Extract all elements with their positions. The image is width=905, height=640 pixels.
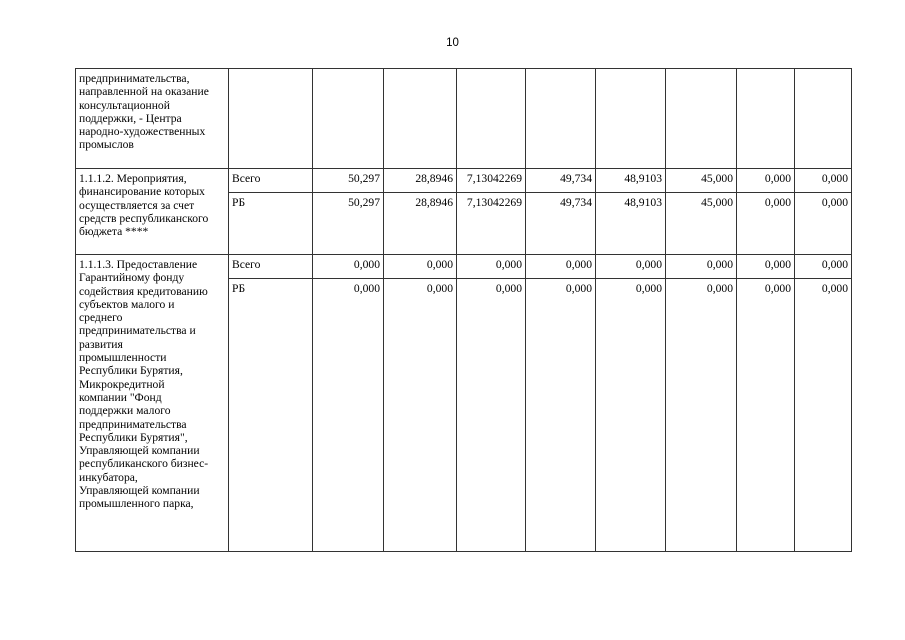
value-cell: 0,000 <box>313 279 384 552</box>
activity-name-line: средств республиканского <box>79 211 209 225</box>
funding-source-cell: Всего <box>229 255 313 279</box>
value-cell <box>526 69 596 169</box>
activity-name-line: Республики Бурятия", <box>79 430 188 444</box>
activity-name-line: осуществляется за счет <box>79 198 195 212</box>
value-cell <box>666 69 737 169</box>
activity-name-line: компании "Фонд <box>79 390 162 404</box>
value-cell <box>313 69 384 169</box>
activity-name-line: 1.1.1.3. Предоставление <box>79 258 198 271</box>
value-cell: 0,000 <box>795 169 852 193</box>
activity-name-line: Республики Бурятия, <box>79 364 183 378</box>
activity-name-line: предпринимательства <box>79 417 187 431</box>
value-cell: 49,734 <box>526 169 596 193</box>
activity-name-line: промышленного парка, <box>79 497 194 511</box>
value-cell: 50,297 <box>313 193 384 255</box>
activity-name-line: предпринимательства и <box>79 324 196 338</box>
value-cell: 0,000 <box>457 255 526 279</box>
table-row <box>76 69 852 169</box>
activity-name-line: предпринимательства, <box>79 72 190 85</box>
activity-name-line: направленной на оказание <box>79 85 209 99</box>
activity-name-line: содействия кредитованию <box>79 284 208 298</box>
activity-name-line: промышленности <box>79 351 167 365</box>
activity-name-line: 1.1.1.2. Мероприятия, <box>79 172 187 185</box>
funding-source-cell <box>229 69 313 169</box>
value-cell: 0,000 <box>737 193 795 255</box>
table-body <box>76 69 852 552</box>
activity-name-line: среднего <box>79 311 123 325</box>
value-cell <box>596 69 666 169</box>
activity-name-line: Управляющей компании <box>79 444 200 458</box>
activity-name-line: республиканского бизнес- <box>79 457 209 471</box>
value-cell: 49,734 <box>526 193 596 255</box>
value-cell <box>737 69 795 169</box>
activity-name-line: Гарантийному фонду <box>79 271 185 285</box>
activity-name-line: Микрокредитной <box>79 377 165 391</box>
table-row <box>76 255 852 279</box>
value-cell: 0,000 <box>384 255 457 279</box>
value-cell: 0,000 <box>795 279 852 552</box>
value-cell: 0,000 <box>457 279 526 552</box>
value-cell: 0,000 <box>313 255 384 279</box>
value-cell: 0,000 <box>526 255 596 279</box>
table-row <box>76 169 852 193</box>
value-cell: 45,000 <box>666 193 737 255</box>
funding-source-cell: РБ <box>229 193 313 255</box>
value-cell: 7,13042269 <box>457 169 526 193</box>
activity-name-cell <box>76 255 229 552</box>
value-cell: 0,000 <box>737 255 795 279</box>
value-cell: 0,000 <box>666 279 737 552</box>
value-cell: 7,13042269 <box>457 193 526 255</box>
funding-source-cell: Всего <box>229 169 313 193</box>
value-cell: 0,000 <box>596 279 666 552</box>
value-cell <box>457 69 526 169</box>
funding-source-cell: РБ <box>229 279 313 552</box>
value-cell: 0,000 <box>737 169 795 193</box>
value-cell: 0,000 <box>795 255 852 279</box>
value-cell <box>795 69 852 169</box>
activity-name-line: инкубатора, <box>79 470 138 484</box>
activity-name-line: поддержки, - Центра <box>79 111 182 125</box>
value-cell: 0,000 <box>384 279 457 552</box>
value-cell: 48,9103 <box>596 169 666 193</box>
value-cell: 48,9103 <box>596 193 666 255</box>
value-cell: 28,8946 <box>384 169 457 193</box>
value-cell: 0,000 <box>526 279 596 552</box>
activity-name-line: финансирование которых <box>79 185 205 199</box>
activity-name-cell <box>76 169 229 255</box>
value-cell: 0,000 <box>737 279 795 552</box>
value-cell: 0,000 <box>666 255 737 279</box>
value-cell: 45,000 <box>666 169 737 193</box>
activity-name-line: промыслов <box>79 138 134 152</box>
activity-name-cell <box>76 69 229 169</box>
activity-name-line: развития <box>79 337 123 351</box>
budget-table <box>75 68 852 552</box>
activity-name-line: бюджета **** <box>79 225 149 239</box>
value-cell: 28,8946 <box>384 193 457 255</box>
page-number: 10 <box>446 37 459 49</box>
activity-name-line: консультационной <box>79 98 170 112</box>
activity-name-line: Управляющей компании <box>79 484 200 498</box>
value-cell: 0,000 <box>795 193 852 255</box>
activity-name-line: народно-художественных <box>79 125 206 139</box>
value-cell: 50,297 <box>313 169 384 193</box>
activity-name-line: поддержки малого <box>79 404 171 418</box>
value-cell <box>384 69 457 169</box>
activity-name-line: субъектов малого и <box>79 297 175 311</box>
value-cell: 0,000 <box>596 255 666 279</box>
